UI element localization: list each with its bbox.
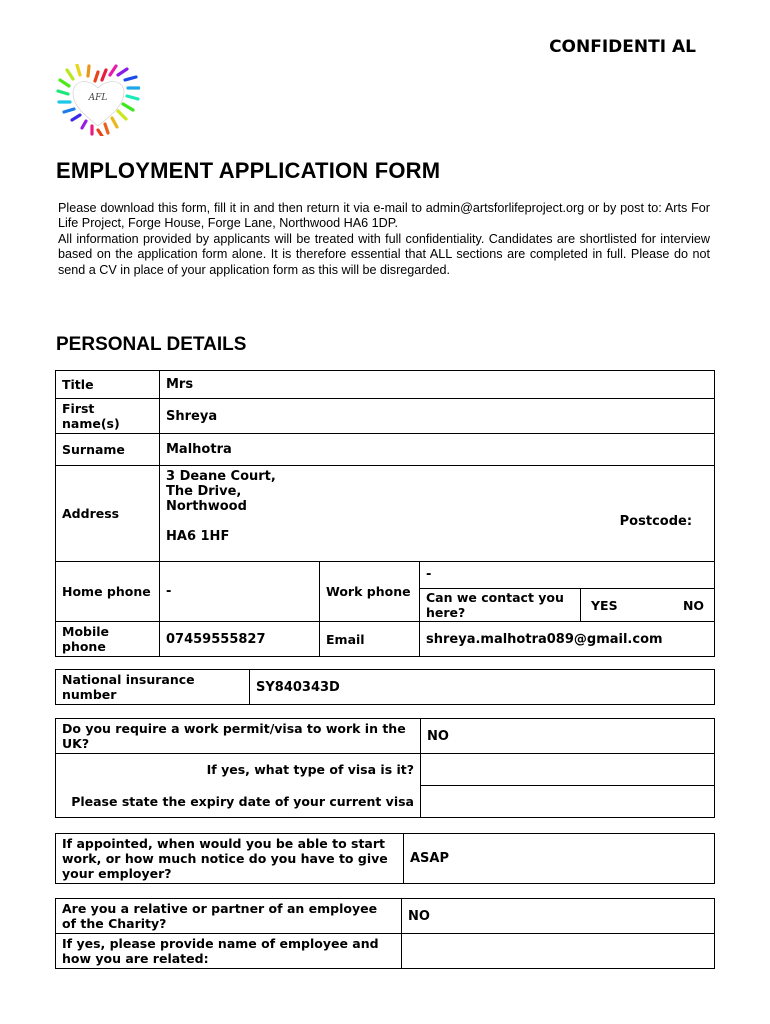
email-field[interactable]: shreya.malhotra089@gmail.com xyxy=(420,622,715,657)
contact-yes-option[interactable]: YES xyxy=(591,597,618,613)
ni-field[interactable]: SY840343D xyxy=(250,670,715,705)
work-phone-cell xyxy=(420,562,715,622)
ni-table xyxy=(55,669,715,705)
page-title: EMPLOYMENT APPLICATION FORM xyxy=(56,158,441,183)
work-phone-field[interactable]: - xyxy=(420,562,714,589)
intro-paragraph-2: All information provided by applicants will be treated with full confidentiality. Candidates are shortlisted for interview based on the application form alone. It is therefore essential that ALL sections are completed in full. Please do not send a CV in place of your application form as this will be disregarded. xyxy=(58,231,710,277)
personal-details-table xyxy=(55,370,715,657)
title-label: Title xyxy=(56,371,160,399)
first-name-label: First name(s) xyxy=(56,399,160,434)
work-phone-label: Work phone xyxy=(320,562,420,622)
visa-expiry-question: Please state the expiry date of your current visa xyxy=(56,786,421,818)
start-answer[interactable]: ASAP xyxy=(404,834,715,884)
surname-field[interactable]: Malhotra xyxy=(160,434,715,466)
mobile-phone-field[interactable]: 07459555827 xyxy=(160,622,320,657)
visa-table xyxy=(55,718,715,818)
address-line-2: The Drive, xyxy=(166,484,242,499)
ni-label: National insurance number xyxy=(56,670,250,705)
relative-question: Are you a relative or partner of an employee of the Charity? xyxy=(56,899,402,934)
contact-no-option[interactable]: NO xyxy=(682,597,705,613)
email-label: Email xyxy=(320,622,420,657)
start-question: If appointed, when would you be able to start work, or how much notice do you have to give your employer? xyxy=(56,834,404,884)
address-field[interactable] xyxy=(160,466,715,562)
visa-answer[interactable]: NO xyxy=(421,719,715,754)
visa-type-question: If yes, what type of visa is it? xyxy=(56,754,421,786)
contact-options xyxy=(581,589,714,621)
section-title: PERSONAL DETAILS xyxy=(56,334,247,355)
start-table xyxy=(55,833,715,884)
visa-expiry-answer[interactable] xyxy=(421,786,715,818)
visa-question: Do you require a work permit/visa to work in the UK? xyxy=(56,719,421,754)
intro-text xyxy=(58,201,710,278)
relative-details-answer[interactable] xyxy=(402,934,715,969)
visa-type-answer[interactable] xyxy=(421,754,715,786)
address-label: Address xyxy=(56,466,160,562)
contact-row xyxy=(420,589,714,621)
surname-label: Surname xyxy=(56,434,160,466)
home-phone-label: Home phone xyxy=(56,562,160,622)
postcode-label: Postcode: xyxy=(619,514,693,529)
address-line-1: 3 Deane Court, xyxy=(166,469,276,484)
first-name-field[interactable]: Shreya xyxy=(160,399,715,434)
relative-table xyxy=(55,898,715,969)
relative-answer[interactable]: NO xyxy=(402,899,715,934)
home-phone-field[interactable]: - xyxy=(160,562,320,622)
relative-details-question: If yes, please provide name of employee and how you are related: xyxy=(56,934,402,969)
contact-question: Can we contact you here? xyxy=(420,589,581,621)
address-line-3: Northwood xyxy=(166,499,247,514)
intro-paragraph-1: Please download this form, fill it in and then return it via e-mail to admin@artsforlifeproject.org or by post to: Arts For Life Project, Forge House, Forge Lane, Northwood HA6 1DP. xyxy=(58,201,710,231)
mobile-phone-label: Mobile phone xyxy=(56,622,160,657)
address-postcode: HA6 1HF xyxy=(166,529,230,544)
title-field[interactable]: Mrs xyxy=(160,371,715,399)
charity-logo xyxy=(56,64,140,136)
confidential-label: CONFIDENTI AL xyxy=(549,37,696,57)
logo-text: AFL xyxy=(88,93,108,103)
